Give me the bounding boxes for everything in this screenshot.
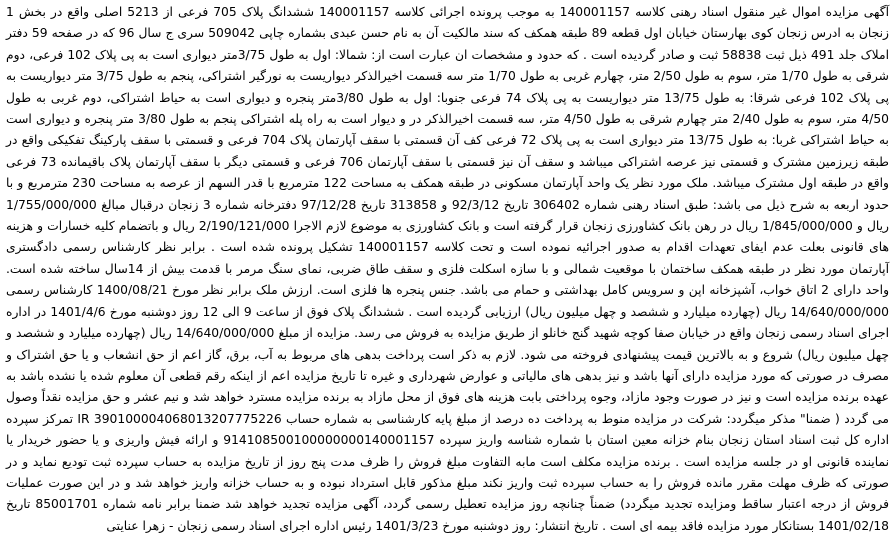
notice-body-text: آگهی مزایده اموال غیر منقول اسناد رهنی کلاسه 140001157 به موجب پرونده اجرائی کلاسه 140001157 ششدانگ پلاک 705 فرعی از 5213 اصلی واقع در بخش 1 زنجان به ادرس زنجان کوی بهارستان خیابان اول قطعه 89 طبقه همکف که سند مالکیت آن به نام حسن عبدی بشماره چاپی 509042 سری ج سال 96 که در صفحه 59 دفتر املاک جلد 491 ذیل ثبت 58838 ثبت و صادر گردیده است . که حدود و مشخصات ان عبارت است از: شمالا: اول به طول 3/75متر دیواری است به پی پلاک 102 فرعی، دوم شرقی به طول 1/70 متر، سوم به طول 2/50 متر، چهارم غربی به طول 1/70 متر سه قسمت اخیرالذکر دیواریست به نورگیر اشتراکی، پنجم به طول 3/75 متر دیواریست به پی پلاک 102 فرعی شرقا: به طول 13/75 متر دیواریست به پی پلاک 74 فرعی جنوبا: اول به طول 3/80متر پنجره و دیواری است به حیاط اشتراکی، دوم غربی به طول 4/50 متر، سوم به طول 2/40 متر چهارم شرقی به طول 4/50 متر، سه قسمت اخیرالذکر در و دیوار است به راه پله اشتراکی پنجم به طول 3/80 متر پنجره و دیواری است به حیاط اشتراکی غربا: به طول 13/75 متر دیواری است به پی پلاک 72 فرعی کف آن قسمتی با سقف آپارتمان پلاک 704 فرعی و قسمتی با سقف پارکینگ تفکیکی واقع در طبقه زیرزمین مشترک و قسمتی نیز عرصه اشتراکی میباشد و سقف آن نیز قسمتی با سقف آپارتمان 706 فرعی و قسمتی دیگر با سقف آپارتمان پلاک باقیمانده 73 فرعی واقع در طبقه اول مشترک میباشد. ملک مورد نظر یک واحد آپارتمان مسکونی در طبقه همکف به مساحت 122 مترمربع با قدر السهم از عرصه به مساحت 230 مترمربع و با حدود اربعه به شرح ذیل می باشد: طبق اسناد رهنی شماره 306402 تاریخ 92/3/12 و 313858 تاریخ 97/12/28 دفترخانه شماره 3 زنجان درقبال مبالغ 1/755/000/000 ریال و 1/845/000/000 ریال در رهن بانک کشاورزی زنجان قرار گرفته است و بانک کشاورزی به موضوع لازم الاجرا 2/190/121/000 ریال و باتضمام کلیه خسارات و هزینه های قانونی بعلت عدم ایفای تعهدات اقدام به صدور اجرائیه نموده است و تحت کلاسه 140001157 تشکیل پرونده شده است . برابر نظر کارشناس رسمی دادگستری آپارتمان مورد نظر در طبقه همکف ساختمان با موقعیت شمالی و با سازه اسکلت فلزی و سقف طاق ضربی، نمای سنگ مرمر با قدمت بیش از 14سال ساخته شده است. واحد دارای 2 اتاق خواب، آشپزخانه اپن و سرویس کامل بهداشتی و حمام می باشد. جنس پنجره ها فلزی است. ارزش ملک برابر نظر مورخ 1400/08/21 کارشناس رسمی 14/640/000/000 ریال (چهارده میلیارد و ششصد و چهل میلیون ریال) ارزیابی گردیده است . ششدانگ پلاک فوق از ساعت 9 الی 12 روز دوشنبه مورخ 1401/4/6 در اداره اجرای اسناد رسمی زنجان واقع در خیابان صفا کوچه شهید گنج خانلو از طریق مزایده به فروش می رسد. مزایده از مبلغ 14/640/000/000 ریال (چهارده میلیارد و ششصد و چهل میلیون ریال) شروع و به بالاترین قیمت پیشنهادی فروخته می شود. لازم به ذکر است پرداخت بدهی های مربوط به آب، برق، گاز اعم از حق انشعاب و یا حق اشتراک و مصرف در صورتی که مورد مزایده دارای آنها باشد و نیز بدهی های مالیاتی و عوارض شهرداری و غیره تا تاریخ مزایده اعم از اینکه رقم قطعی آن معلوم شده یا نشده باشد به عهده برنده مزایده است و نیز در صورت وجود مازاد، وجوه پرداختی بابت هزینه های فوق از محل مازاد به برنده مزایده مسترد خواهد شد و نیم عشر و حق مزایده نقداً وصول می گردد ( ضمنا" مذکر میگردد: شرکت در مزایده منوط به پرداخت ده درصد از مبلغ پایه کارشناسی به شماره حساب IR 390100004068013207775226 تمرکز سپرده اداره کل ثبت اسناد استان زنجان بنام خزانه معین استان با شماره شناسه واریز سپرده 914108500100000000140001157 و ارائه فیش واریزی و یا حضور خریدار یا نماینده قانونی او در جلسه مزایده است . برنده مزایده مکلف است مابه التفاوت مبلغ فروش را ظرف مدت پنج روز از تاریخ مزایده به حساب سپرده ثبت تودیع نماید و در صورتی که ظرف مهلت مقرر مانده فروش را به حساب سپرده ثبت واریز نکند مبلغ مذکور قابل استرداد نبوده و به حساب خزانه واریز خواهد شد و در این صورت عملیات فروش از درجه اعتبار ساقط ومزایده تجدید میگردد) ضمناً چنانچه روز مزایده تعطیل رسمی گردد، آگهی مزایده تجدید خواهد شد ضمنا برابر نامه شماره 85001701 تاریخ 1401/02/18 بستانکار مورد مزایده فاقد بیمه ای است . تاریخ انتشار: روز دوشنبه مورخ 1401/3/23 رئیس اداره اجرای اسناد رسمی زنجان - زهرا عنایتی [6,5,890,533]
